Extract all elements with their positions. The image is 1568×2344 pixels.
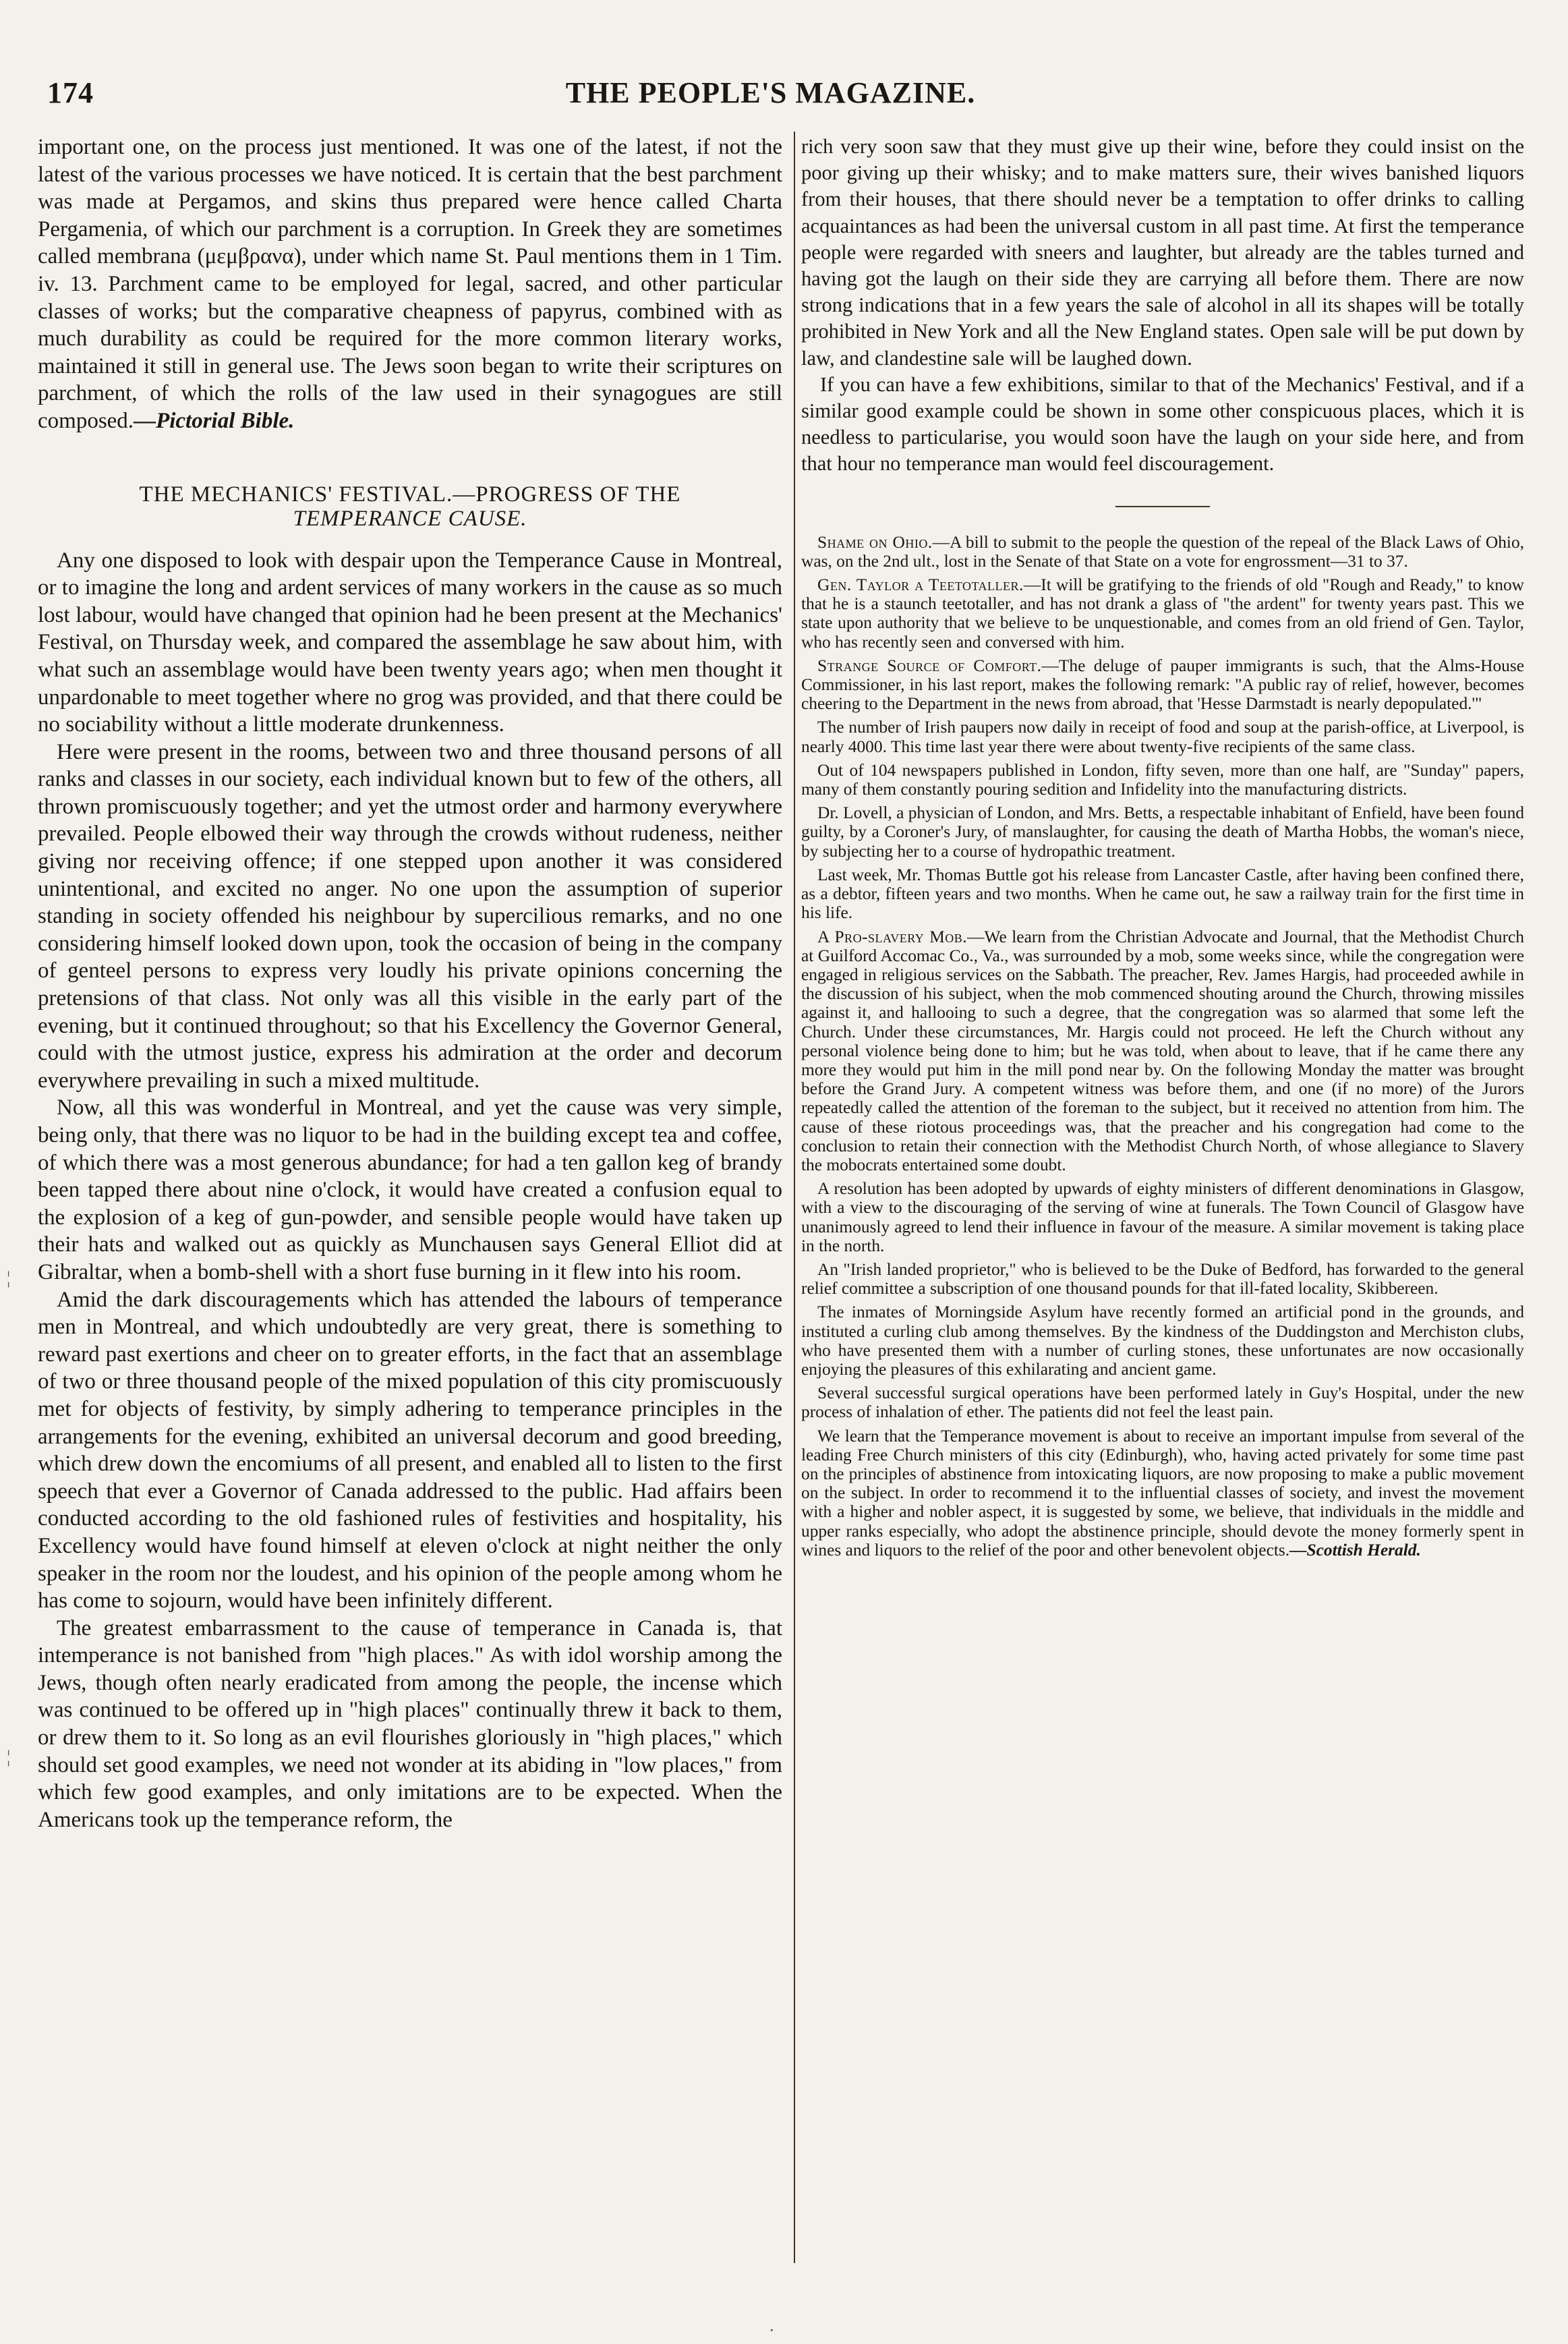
news-item-heading: Gen. Taylor a Teetotaller.	[817, 575, 1024, 595]
news-items	[801, 533, 1524, 1560]
article-paragraph-5: The greatest embarrassment to the cause of temperance in Canada is, that intemperance is not banished from "high places." As with idol worship among the Jews, though often nearly eradicated from among the people, the incense which was continued to be offered up in "high places" continually threw it back to them, or drew them to it. So long as an evil flourishes gloriously in "high places," which should set good examples, we need not wonder at its abiding in "low places," from which few good examples, and only imitations are to be expected. When the Americans took up the temperance reform, the	[38, 1616, 782, 1832]
page-number: 174	[47, 76, 94, 109]
margin-mark: ¦	[7, 1268, 11, 1288]
article-paragraph-4: Amid the dark discouragements which has attended the labours of temperance men in Montreal, and which undoubtedly are very great, there is something to reward past exertions and cheer on to greater efforts, in the fact that an assemblage of two or three thousand people of the mixed population of this city promiscuously met for objects of festivity, by simply adhering to temperance principles in the arrangements for the evening, exhibited an universal decorum and good breeding, which drew down the encomiums of all present, and enabled all to listen to the first speech that ever a Governor of Canada addressed to the public. Had affairs been conducted according to the old fashioned rules of festivities and hospitality, his Excellency would have found himself at eleven o'clock at night neither the only speaker in the room nor the loudest, and his opinion of the people among whom he has come to sojourn, would have been infinitely different.	[38, 1287, 782, 1613]
news-item: We learn that the Temperance movement is about to receive an important impulse from several of the leading Free Church ministers of this city (Edinburgh), who, having acted privately for some time past on the principles of abstinence from intoxicating liquors, are now proposing to make a public movement on the subject. In order to recommend it to the influential classes of society, and invest the movement with a higher and nobler aspect, it is suggested by some, we believe, that individuals in the middle and upper ranks especially, who adopt the abstinence principle, should devote the money formerly spent in wines and liquors to the relief of the poor and other benevolent objects.—Scottish Herald.	[801, 1426, 1524, 1560]
continuation-paragraph-1: rich very soon saw that they must give up their wine, before they could insist on the poor giving up their whisky; and to make matters sure, their wives banished liquors from their houses, that there should never be a temptation to offer drinks to calling acquaintances as had been the universal custom in all past time. At first the temperance people were regarded with sneers and laughter, but already are the tables turned and having got the laugh on their side they are carrying all before them. There are now strong indications that in a few years the sale of alcohol in all its shapes will be totally prohibited in New York and all the New England states. Open sale will be put down by law, and clandestine sale will be laughed down.	[801, 135, 1524, 370]
news-item: A resolution has been adopted by upwards of eighty ministers of different denominations in Glasgow, with a view to the discouraging of the serving of wine at funerals. The Town Council of Glasgow have unanimously agreed to lend their influence in favour of the measure. A similar movement is taking place in the north.	[801, 1179, 1524, 1255]
article-title-line1: THE MECHANICS' FESTIVAL.—PROGRESS OF THE	[139, 482, 681, 507]
news-item: Strange Source of Comfort.—The deluge of pauper immigrants is such, that the Alms-House Commissioner, in his last report, makes the following remark: "A public ray of relief, however, becomes cheering to the Department in the news from abroad, that 'Hesse Darmstadt is nearly depopulated.'"	[801, 656, 1524, 714]
news-item: Gen. Taylor a Teetotaller.—It will be gratifying to the friends of old "Rough and Ready," to know that he is a staunch teetotaller, and has not drank a glass of "the ardent" for twenty years past. This we state upon authority that we believe to be unquestionable, and comes from an old friend of Gen. Taylor, who has recently seen and conversed with him.	[801, 575, 1524, 652]
news-item: Shame on Ohio.—A bill to submit to the people the question of the repeal of the Black Laws of Ohio, was, on the 2nd ult., lost in the Senate of that State on a vote for engrossment—31 to 37.	[801, 532, 1524, 571]
intro-source: —Pictorial Bible.	[134, 408, 295, 433]
margin-mark: ¦	[7, 1747, 11, 1767]
left-column	[38, 134, 782, 2252]
news-source: —Scottish Herald.	[1289, 1540, 1421, 1560]
article-title	[65, 482, 755, 531]
news-item: Out of 104 newspapers published in London, fifty seven, more than one half, are "Sunday" papers, many of them constantly pouring sedition and Infidelity into the manufacturing districts.	[801, 760, 1524, 799]
article-paragraph-3: Now, all this was wonderful in Montreal, and yet the cause was very simple, being only, that there was no liquor to be had in the building except tea and coffee, of which there was a most generous abundance; for had a ten gallon keg of brandy been tapped there about nine o'clock, it would have created a confusion equal to the explosion of a keg of gun-powder, and sensible people would have taken up their hats and walked out as quickly as Munchausen says General Elliot did at Gibraltar, when a bomb-shell with a short fuse burning in it flew into his room.	[38, 1095, 782, 1284]
section-divider	[1115, 506, 1210, 507]
article-title-line2: TEMPERANCE CAUSE.	[293, 506, 527, 531]
article-paragraph-1: Any one disposed to look with despair upon the Temperance Cause in Montreal, or to imagine the long and ardent services of many workers in the cause as so much lost labour, would have changed that opinion had he been present at the Mechanics' Festival, on Thursday week, and compared the assemblage he saw about him, with what such an assemblage would have been twenty years ago; when men thought it unpardonable to meet together where no grog was provided, and that there could be no sociability without a little moderate drunkenness.	[38, 548, 782, 737]
article-continuation	[801, 134, 1524, 478]
intro-paragraph: important one, on the process just mentioned. It was one of the latest, if not the latest of the various processes we have noticed. It is certain that the best parchment was made at Pergamos, and skins thus prepared were hence called Charta Pergamenia, of which our parchment is a corruption. In Greek they are sometimes called membrana (μεμβρανα), under which name St. Paul mentions them in 1 Tim. iv. 13. Parchment came to be employed for legal, sacred, and other particular classes of works; but the comparative cheapness of papyrus, combined with as much durability as could be required for the more common literary works, maintained it still in general use. The Jews soon began to write their scriptures on parchment, of which the rolls of the law used in their synagogues are still composed.—Pictorial Bible.	[38, 135, 782, 433]
news-item: A Pro-slavery Mob.—We learn from the Christian Advocate and Journal, that the Methodist Church at Guilford Accomac Co., Va., was surrounded by a mob, some weeks since, while the congregation were engaged in religious services on the Sabbath. The preacher, Rev. James Hargis, had proceeded awhile in the discussion of his subject, when the mob commenced shouting around the Church, throwing missiles against it, and hallooing to such a degree, that the congregation was so alarmed that some left the Church. Under these circumstances, Mr. Hargis could not proceed. He left the Church without any personal violence being done to him; but he was told, when about to leave, that if he came there any more they would put him in the mill pond near by. On the following Monday the matter was brought before the Grand Jury. A competent witness was before them, and one (if no more) of the Jurors repeatedly called the attention of the foreman to the subject, but it received no attention from him. The cause of these riotous proceedings was, that the preacher and his congregation had come to the conclusion to retain their connection with the Methodist Church North, of whose allegiance to Slavery the mobocrats entertained some doubt.	[801, 927, 1524, 1174]
news-item-heading: A Pro-slavery Mob.	[817, 927, 968, 946]
continuation-paragraph-2: If you can have a few exhibitions, similar to that of the Mechanics' Festival, and if a similar good example could be shown in some other conspicuous places, which it is needless to particularise, you would soon have the laugh on your side here, and from that hour no temperance man would feel discouragement.	[801, 372, 1524, 476]
news-item: The inmates of Morningside Asylum have recently formed an artificial pond in the grounds, and instituted a curling club among themselves. By the kindness of the Duddingston and Merchiston clubs, who have presented them with a number of curling stones, these unfortunates are now occasionally enjoying the pleasures of this exhilarating and ancient game.	[801, 1303, 1524, 1379]
page-dot: ·	[769, 2320, 775, 2340]
news-item: Dr. Lovell, a physician of London, and Mrs. Betts, a respectable inhabitant of Enfield, have been found guilty, by a Coroner's Jury, of manslaughter, for causing the death of Martha Hobbs, the woman's niece, by subjecting her to a course of hydropathic treatment.	[801, 803, 1524, 861]
news-item: An "Irish landed proprietor," who is believed to be the Duke of Bedford, has forwarded to the general relief committee a subscription of one thousand pounds for that ill-fated locality, Skibbereen.	[801, 1259, 1524, 1298]
column-rule	[794, 132, 795, 2263]
page-header	[47, 76, 1494, 130]
news-item: Last week, Mr. Thomas Buttle got his release from Lancaster Castle, after having been confined there, as a debtor, fifteen years and two months. When he came out, he saw a railway train for the first time in his life.	[801, 865, 1524, 923]
news-item-heading: Shame on Ohio.	[817, 532, 933, 552]
right-column	[801, 134, 1524, 2252]
news-item: Several successful surgical operations have been performed lately in Guy's Hospital, under the new process of inhalation of ether. The patients did not feel the least pain.	[801, 1383, 1524, 1422]
article-paragraph-2: Here were present in the rooms, between two and three thousand persons of all ranks and classes in our society, each individual known but to few of the others, all thrown promiscuously together; and yet the utmost order and harmony everywhere prevailed. People elbowed their way through the crowds without rudeness, neither giving nor receiving offence; if one stepped upon another it was considered unintentional, and excited no anger. No one upon the assumption of superior standing in society offended his neighbour by supercilious remarks, and no one considering himself looked down upon, took the occasion of being in the company of genteel persons to express very loudly his private opinions concerning the pretensions of that class. Not only was all this visible in the early part of the evening, but it continued throughout; so that his Excellency the Governor General, could with the utmost justice, express his admiration at the order and decorum everywhere prevailing in such a mixed multitude.	[38, 739, 782, 1093]
news-item-heading: Strange Source of Comfort.	[817, 656, 1042, 675]
news-item: The number of Irish paupers now daily in receipt of food and soup at the parish-office, at Liverpool, is nearly 4000. This time last year there were about twenty-five recipients of the same class.	[801, 718, 1524, 756]
running-title: THE PEOPLE'S MAGAZINE.	[565, 76, 976, 109]
